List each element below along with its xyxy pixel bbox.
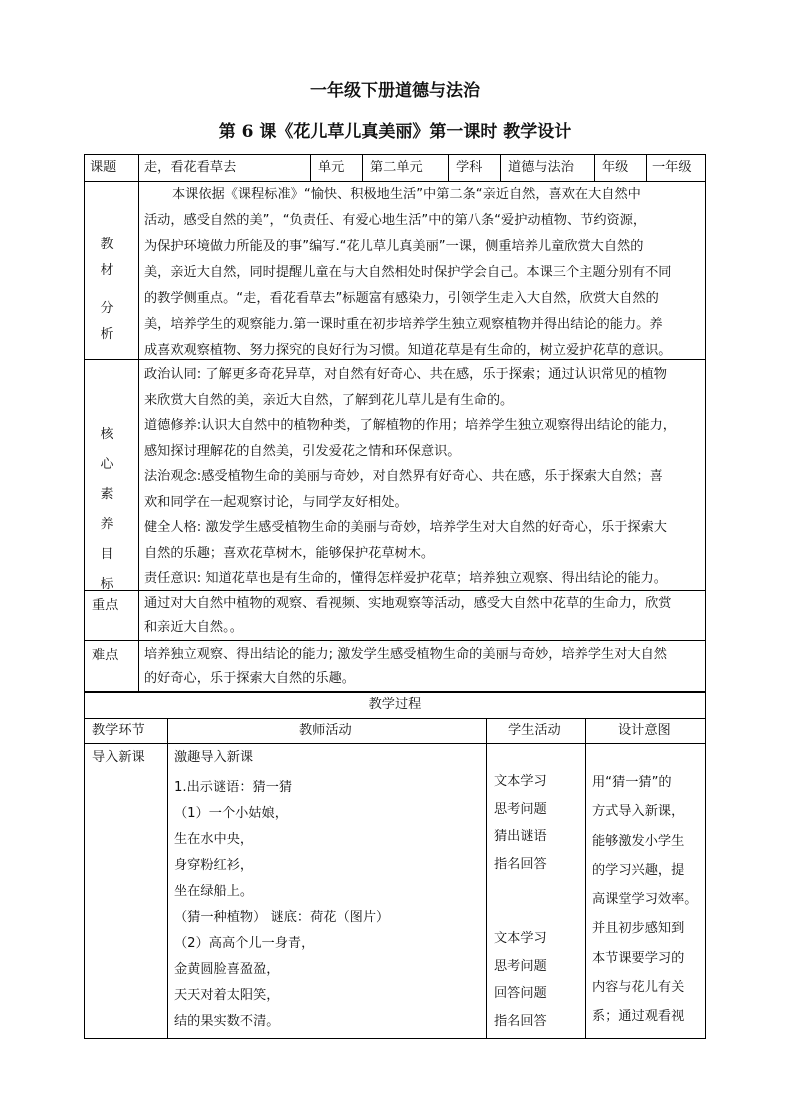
- stage-intro: 导入新课: [92, 750, 145, 765]
- core-goals-label: 核 心 素 养 目 标: [100, 427, 120, 592]
- lesson-title: 第 6 课《花儿草儿真美丽》第一课时 教学设计: [218, 122, 572, 142]
- header-teacher: 教师活动: [299, 723, 352, 738]
- subject-value: 道德与法治: [508, 160, 574, 175]
- key-points-label: 重点: [92, 598, 119, 613]
- teacher-activity-text: 激趣导入新课 1.出示谜语：猜一猜 （1）一个小姑娘， 生在水中央， 身穿粉红衫， 坐在绿船上。 （猜一种植物） 谜底：荷花（图片） （2）高高个儿一身青， 金黄圆脸喜盈盈， 天天对着太阳笑， 结的果实数不清。: [174, 750, 390, 1029]
- analysis-text: 本课依据《课程标准》“愉快、积极地生活”中第二条“亲近自然，喜欢在大自然中 活动，感受自然的美”，“负责任、有爱心地生活”中的第八条“爱护动植物、节约资源， 为保护环境做力所能及的事”编写.“花儿草儿真美丽”一课，侧重培养儿童欣赏大自然的 美，亲近大自然，同时提醒儿童在与大自然相处时保护学会自己。本课三个主题分别有不同 的教学侧重点。“走，看花看草去”标题富有感染力，引领学生走入大自然，欣赏大自然的 美，培养学生的观察能力.第一课时重在初步培养学生独立观察植物并得出结论的能力。养 成喜欢观察植物、努力探究的良好行为习惯。知道花草是有生命的，树立爱护花草的意识。: [144, 187, 672, 358]
- student-activity-group-2: 文本学习 思考问题 回答问题 指名回答: [494, 931, 547, 1029]
- unit-value: 第二单元: [370, 160, 423, 175]
- header-design: 设计意图: [618, 723, 671, 738]
- design-intent-text: 用“猜一猜”的 方式导入新课， 能够激发小学生 的学习兴趣，提 高课堂学习效率。 并且初步感知到 本节课要学习的 内容与花儿有关 系；通过观看视: [592, 775, 698, 1025]
- document-title: 一年级下册道德与法治: [310, 81, 480, 101]
- grade-label: 年级: [602, 160, 629, 175]
- difficulties-text: 培养独立观察、得出结论的能力; 激发学生感受植物生命的美丽与奇妙，培养学生对大自然 的好奇心，乐于探索大自然的乐趣。: [144, 647, 667, 686]
- student-activity-group-1: 文本学习 思考问题 猜出谜语 指名回答: [494, 774, 547, 872]
- difficulties-label: 难点: [92, 648, 119, 663]
- topic-value: 走，看花看草去: [144, 160, 237, 175]
- header-student: 学生活动: [508, 723, 561, 738]
- grade-value: 一年级: [652, 160, 692, 175]
- unit-label: 单元: [318, 160, 345, 175]
- process-title: 教学过程: [368, 697, 422, 712]
- core-goals-text: 政治认同: 了解更多奇花异草，对自然有好奇心、共在感，乐于探索；通过认识常见的植物 来欣赏大自然的美，亲近大自然，了解到花儿草儿是有生命的。 道德修养:认识大自然中的植物种类，了解植物的作用；培养学生独立观察得出结论的能力， 感知探讨理解花的自然美，引发爱花之情和环保意识。 法治观念:感受植物生命的美丽与奇妙，对自然界有好奇心、共在感，乐于探索大自然；喜 欢和同学在一起观察讨论，与同学友好相处。 健全人格: 激发学生感受植物生命的美丽与奇妙，培养学生对大自然的好奇心，乐于探索大 自然的乐趣；喜欢花草树木，能够保护花草树木。 责任意识: 知道花草也是有生命的，懂得怎样爱护花草；培养独立观察、得出结论的能力。: [144, 367, 676, 586]
- key-points-text: 通过对大自然中植物的观察、看视频、实地观察等活动，感受大自然中花草的生命力，欣赏 和亲近大自然。。: [144, 596, 672, 635]
- topic-label: 课题: [90, 160, 117, 175]
- subject-label: 学科: [456, 160, 483, 175]
- analysis-label: 教 材 分 析: [100, 237, 120, 342]
- header-stage: 教学环节: [92, 723, 145, 738]
